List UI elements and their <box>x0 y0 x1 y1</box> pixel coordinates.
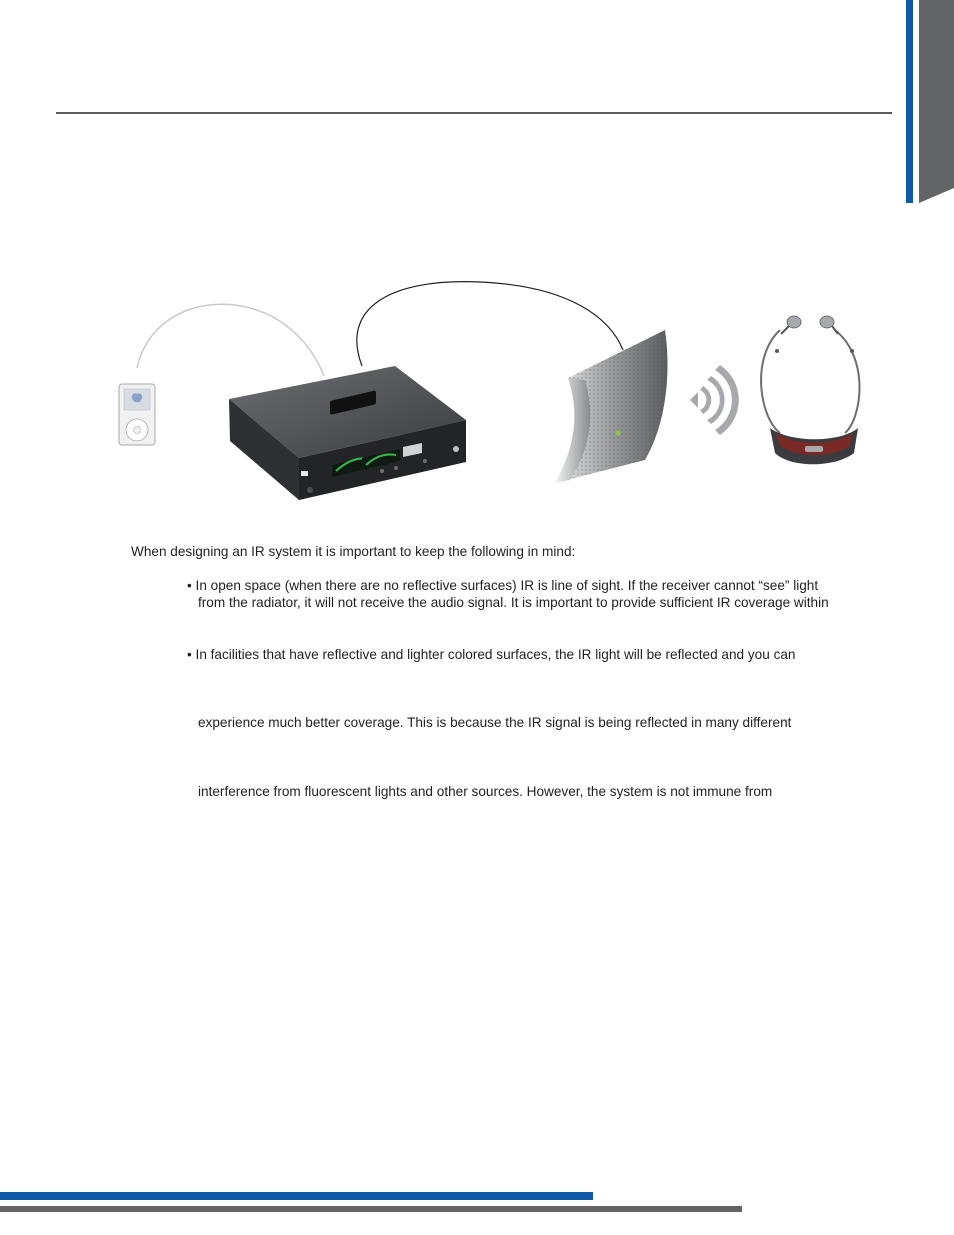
bullet-reflective-surfaces: • In facilities that have reflective and lighter colored surfaces, the IR light will be reflected and you can <box>187 647 796 662</box>
radiator-cable <box>357 282 623 366</box>
player-cable <box>137 304 324 376</box>
stethoscope-receiver-icon <box>761 316 859 464</box>
header-rule <box>56 112 892 114</box>
audio-player-icon <box>119 384 155 445</box>
side-tab <box>919 0 954 203</box>
transmitter-icon <box>229 366 466 500</box>
footer-rule <box>0 1206 742 1212</box>
ir-radiator-icon <box>555 330 668 483</box>
bullet-reflective-surfaces-cont-2: interference from fluorescent lights and other sources. However, the system is not immune from <box>198 784 773 799</box>
bullet-line-of-sight: • In open space (when there are no reflective surfaces) IR is line of sight. If the receiver cannot “see” light <box>187 578 819 593</box>
bullet-reflective-surfaces-cont-1: experience much better coverage. This is because the IR signal is being reflected in many different <box>198 715 792 730</box>
bullet-line-of-sight-cont: from the radiator, it will not receive the audio signal. It is important to provide sufficient IR coverage within <box>198 595 829 610</box>
ir-signal-icon <box>690 365 739 435</box>
side-tab-notch <box>919 188 954 203</box>
ir-system-diagram <box>100 268 920 508</box>
footer-accent-bar <box>0 1192 593 1200</box>
intro-paragraph: When designing an IR system it is important to keep the following in mind: <box>131 544 576 559</box>
side-tab-accent <box>906 0 913 203</box>
